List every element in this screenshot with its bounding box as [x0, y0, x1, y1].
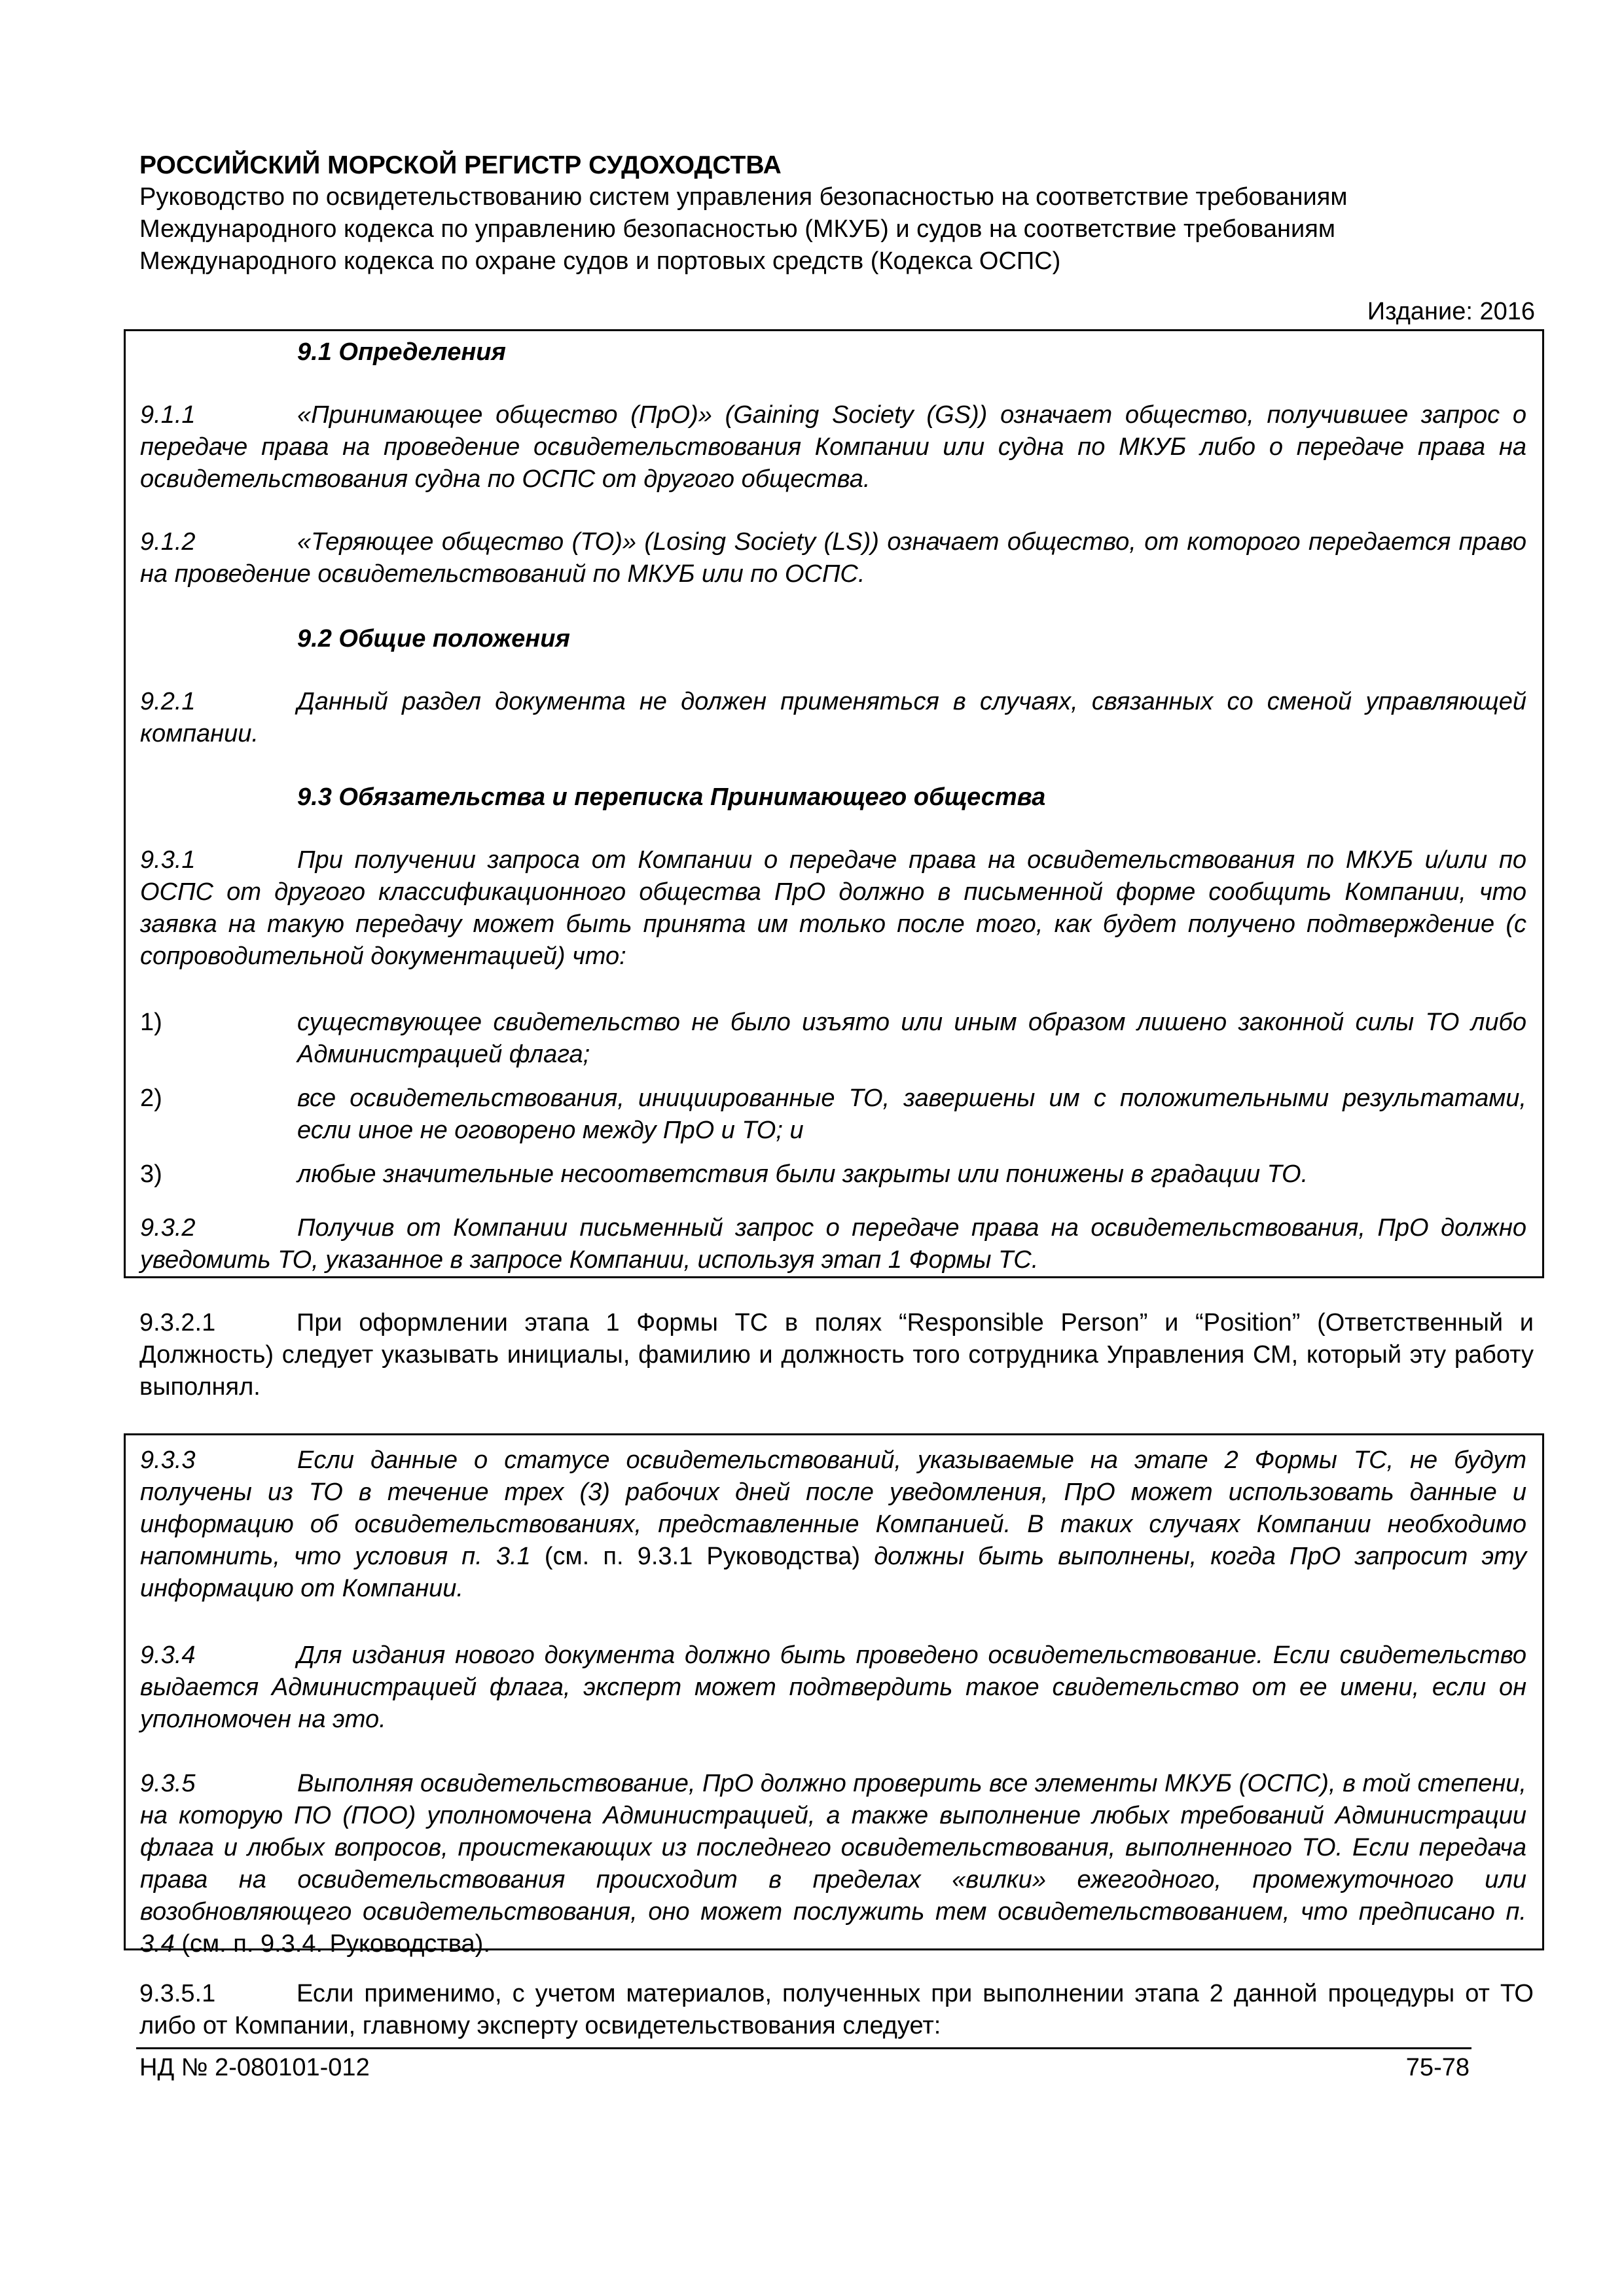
paragraph-number: 9.1.1 [140, 401, 196, 429]
paragraph-text: «Принимающее общество (ПрО)» (Gaining Society (GS)) означает общество, получившее запрос о передаче права на проведение освидетельствования Компании или судна по МКУБ либо о передаче права на освидетельствования судна по ОСПС от другого общества. [140, 401, 1526, 493]
document-title-line-1: Руководство по освидетельствованию систем управления безопасностью на соответствие требованиям [139, 183, 1348, 211]
paragraph-9-2-1 [140, 686, 1526, 750]
paragraph-9-3-4 [140, 1640, 1526, 1736]
paragraph-number: 9.3.2.1 [139, 1309, 216, 1336]
paragraph-9-3-2-1 [139, 1307, 1534, 1403]
paragraph-text: При оформлении этапа 1 Формы ТС в полях “Responsible Person” и “Position” (Ответственный и Должность) следует указывать инициалы, фамилию и должность того сотрудника Управления СМ, который эту работу выполнял. [139, 1309, 1534, 1401]
list-marker: 3) [140, 1160, 162, 1188]
list-item-text: все освидетельствования, инициированные ТО, завершены им с положительными результатами, если иное не оговорено между ПрО и ТО; и [297, 1085, 1526, 1144]
paragraph-text: Если применимо, с учетом материалов, полученных при выполнении этапа 2 данной процедуры от ТО либо от Компании, главному эксперту освидетельствования следует: [139, 1980, 1534, 2039]
paragraph-9-3-5-1 [139, 1978, 1534, 2042]
amendment-box-1 [124, 329, 1544, 1278]
paragraph-number: 9.3.5 [140, 1770, 196, 1797]
paragraph-text: Если данные о статусе освидетельствований, указываемые на этапе 2 Формы ТС, не будут получены из ТО в течение трех (3) рабочих дней после уведомления, ПрО может использовать данные и информацию об освидетельствованиях, представленные Компанией. В таких случаях Компании необходимо напомнить, что условия п. 3.1 [140, 1446, 1526, 1570]
list-marker: 2) [140, 1085, 162, 1112]
list-item-3 [140, 1158, 1526, 1191]
paragraph-number: 9.3.3 [140, 1446, 196, 1474]
paragraph-number: 9.1.2 [140, 528, 196, 556]
paragraph-number: 9.3.1 [140, 846, 196, 874]
paragraph-text: Выполняя освидетельствование, ПрО должно проверить все элементы МКУБ (ОСПС), в той степени, на которую ПО (ПОО) уполномочена Администрацией, а также выполнение любых требований Администрации флага и любых вопросов, проистекающих из последнего освидетельствования, выполненного ТО. Если передача права на освидетельствования происходит в пределах «вилки» ежегодного, промежуточного или возобновляющего освидетельствования, оно может послужить тем освидетельствованием, что предписано п. 3.4 [140, 1770, 1526, 1958]
section-heading-9-2: 9.2 Общие положения [297, 625, 570, 653]
list-item-text: существующее свидетельство не было изъято или иным образом лишено законной силы ТО либо Администрацией флага; [297, 1009, 1526, 1068]
amendment-box-2 [124, 1433, 1544, 1958]
list-marker: 1) [140, 1009, 162, 1036]
page-footer [139, 2052, 1470, 2083]
paragraph-text: Получив от Компании письменный запрос о передаче права на освидетельствования, ПрО должно уведомить ТО, указанное в запросе Компании, используя этап 1 Формы ТС. [140, 1214, 1526, 1274]
paragraph-number: 9.2.1 [140, 688, 196, 715]
paragraph-text: При получении запроса от Компании о передаче права на освидетельствования по МКУБ и/или по ОСПС от другого классификационного общества ПрО должно в письменной форме сообщить Компании, что заявка на такую передачу может быть принята им только после того, как будет получено подтверждение (с сопроводительной документацией) что: [140, 846, 1526, 970]
paragraph-9-1-2 [140, 526, 1526, 590]
paragraph-text: Для издания нового документа должно быть проведено освидетельствование. Если свидетельство выдается Администрацией флага, эксперт может подтвердить такое свидетельство от ее имени, если он уполномочен на это. [140, 1641, 1526, 1733]
section-heading-9-3: 9.3 Обязательства и переписка Принимающего общества [297, 783, 1046, 811]
list-item-2 [140, 1083, 1526, 1147]
paragraph-9-3-5 [140, 1768, 1526, 1960]
paragraph-9-1-1 [140, 399, 1526, 495]
list-item-text: любые значительные несоответствия были закрыты или понижены в градации ТО. [297, 1160, 1308, 1188]
paragraph-text: Данный раздел документа не должен применяться в случаях, связанных со сменой управляющей компании. [140, 688, 1526, 747]
document-title-line-3: Международного кодекса по охране судов и портовых средств (Кодекса ОСПС) [139, 247, 1061, 275]
list-item-1 [140, 1007, 1526, 1071]
paragraph-9-3-1 [140, 844, 1526, 973]
paragraph-9-3-2 [140, 1212, 1526, 1276]
guide-reference: (см. п. 9.3.4. Руководства). [174, 1930, 490, 1958]
document-number: НД № 2-080101-012 [139, 2054, 370, 2081]
paragraph-text: «Теряющее общество (ТО)» (Losing Society (LS)) означает общество, от которого передается право на проведение освидетельствований по МКУБ или по ОСПС. [140, 528, 1526, 588]
section-heading-9-1: 9.1 Определения [297, 338, 506, 366]
paragraph-number: 9.3.5.1 [139, 1980, 216, 2007]
footer-divider [136, 2047, 1471, 2049]
guide-reference: (см. п. 9.3.1 Руководства) [530, 1543, 875, 1570]
document-title-line-2: Международного кодекса по управлению безопасностью (МКУБ) и судов на соответствие требованиям [139, 215, 1335, 243]
document-header [139, 149, 1547, 278]
paragraph-text-cont: должны быть выполнены, когда ПрО запросит эту информацию от Компании. [140, 1543, 1527, 1602]
paragraph-9-3-3 [140, 1444, 1526, 1605]
organization-name: РОССИЙСКИЙ МОРСКОЙ РЕГИСТР СУДОХОДСТВА [139, 151, 782, 179]
edition-label: Издание: 2016 [1367, 298, 1535, 325]
page-number: 75-78 [1405, 2054, 1470, 2081]
paragraph-number: 9.3.2 [140, 1214, 196, 1242]
paragraph-number: 9.3.4 [140, 1641, 196, 1669]
